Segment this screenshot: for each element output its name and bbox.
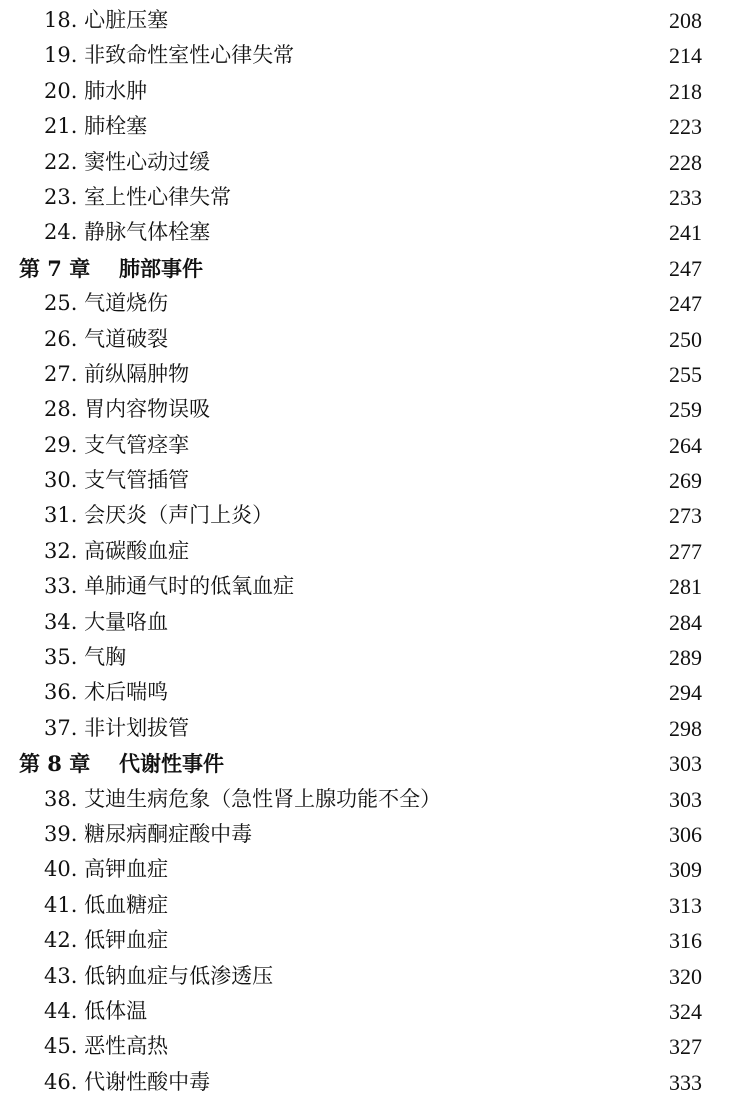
toc-entry: [0, 286, 730, 321]
entry-title: 27. 前纵隔肿物: [44, 361, 190, 386]
toc-entry: [0, 534, 730, 569]
page-number: 303: [669, 751, 702, 777]
page-number: 303: [669, 786, 702, 812]
entry-title: 39. 糖尿病酮症酸中毒: [44, 821, 253, 846]
entry-title: 25. 气道烧伤: [44, 291, 169, 316]
page-number: 316: [669, 928, 702, 954]
page-number: 324: [669, 998, 702, 1024]
chapter-label: 第 8 章: [19, 751, 91, 777]
entry-title: 18. 心脏压塞: [44, 8, 169, 32]
entry-title: 40. 高钾血症: [44, 857, 169, 882]
toc-entry: [0, 109, 730, 144]
table-of-contents: [0, 3, 730, 1100]
chapter-title: [19, 746, 224, 781]
entry-title: 32. 高碳酸血症: [44, 538, 190, 563]
toc-entry: [0, 357, 730, 392]
toc-entry: [0, 3, 730, 38]
page-number: 294: [669, 680, 702, 706]
toc-entry: [0, 817, 730, 852]
entry-title: 35. 气胸: [44, 645, 127, 670]
entry-title: 30. 支气管插管: [44, 468, 190, 493]
page-number: 255: [669, 361, 702, 387]
page-number: 320: [669, 963, 702, 989]
entry-title: 23. 室上性心律失常: [44, 184, 232, 209]
entry-title: 43. 低钠血症与低渗透压: [44, 963, 274, 988]
entry-title: 34. 大量咯血: [44, 609, 169, 634]
entry-title: 41. 低血糖症: [44, 892, 169, 917]
toc-entry: [0, 1029, 730, 1064]
toc-entry: [0, 923, 730, 958]
toc-entry: [0, 605, 730, 640]
page-number: 233: [669, 184, 702, 210]
page-number: 309: [669, 857, 702, 883]
entry-title: 31. 会厌炎（声门上炎）: [44, 503, 274, 528]
toc-entry: [0, 782, 730, 817]
toc-entry: [0, 994, 730, 1029]
entry-title: 33. 单肺通气时的低氧血症: [44, 574, 295, 599]
page-number: 298: [669, 715, 702, 741]
chapter-title: [19, 251, 203, 286]
entry-title: 36. 术后喘鸣: [44, 680, 169, 705]
page-number: 208: [669, 8, 702, 33]
toc-chapter-heading: [0, 746, 730, 781]
entry-title: 37. 非计划拔管: [44, 715, 190, 740]
toc-entry: [0, 180, 730, 215]
entry-title: 21. 肺栓塞: [44, 114, 148, 139]
entry-title: 19. 非致命性室性心律失常: [44, 43, 295, 68]
page-number: 250: [669, 326, 702, 352]
page-number: 259: [669, 397, 702, 423]
page-number: 277: [669, 538, 702, 564]
page-number: 281: [669, 574, 702, 600]
chapter-name: 代谢性事件: [119, 751, 224, 777]
toc-chapter-heading: [0, 251, 730, 286]
toc-entry: [0, 852, 730, 887]
entry-title: 45. 恶性高热: [44, 1034, 169, 1059]
toc-entry: [0, 569, 730, 604]
page-number: 214: [669, 43, 702, 69]
toc-entry: [0, 888, 730, 923]
page-number: 247: [669, 255, 702, 281]
toc-entry: [0, 711, 730, 746]
entry-title: 20. 肺水肿: [44, 78, 148, 103]
page-number: 223: [669, 114, 702, 140]
entry-title: 26. 气道破裂: [44, 326, 169, 351]
entry-title: 28. 胃内容物误吸: [44, 397, 211, 422]
page-number: 306: [669, 821, 702, 847]
toc-entry: [0, 675, 730, 710]
toc-entry: [0, 428, 730, 463]
chapter-label: 第 7 章: [19, 255, 91, 281]
chapter-name: 肺部事件: [119, 255, 203, 281]
entry-title: 46. 代谢性酸中毒: [44, 1069, 211, 1094]
page-number: 273: [669, 503, 702, 529]
entry-title: 38. 艾迪生病危象（急性肾上腺功能不全）: [44, 786, 442, 811]
entry-title: 29. 支气管痉挛: [44, 432, 190, 457]
toc-entry: [0, 322, 730, 357]
page-number: 333: [669, 1069, 702, 1095]
toc-entry: [0, 959, 730, 994]
toc-entry: [0, 498, 730, 533]
page-number: 313: [669, 892, 702, 918]
toc-entry: [0, 463, 730, 498]
page-number: 218: [669, 78, 702, 104]
toc-entry: [0, 38, 730, 73]
entry-title: 22. 窦性心动过缓: [44, 149, 211, 174]
page-number: 264: [669, 432, 702, 458]
page-number: 228: [669, 149, 702, 175]
page-number: 327: [669, 1034, 702, 1060]
page-number: 269: [669, 468, 702, 494]
entry-title: 24. 静脉气体栓塞: [44, 220, 211, 245]
toc-entry: [0, 74, 730, 109]
page-number: 247: [669, 291, 702, 317]
toc-entry: [0, 392, 730, 427]
page-number: 284: [669, 609, 702, 635]
entry-title: 44. 低体温: [44, 998, 148, 1023]
toc-entry: [0, 1065, 730, 1100]
entry-title: 42. 低钾血症: [44, 928, 169, 953]
toc-entry: [0, 145, 730, 180]
toc-entry: [0, 215, 730, 250]
toc-entry: [0, 640, 730, 675]
page-number: 241: [669, 220, 702, 246]
page-number: 289: [669, 645, 702, 671]
